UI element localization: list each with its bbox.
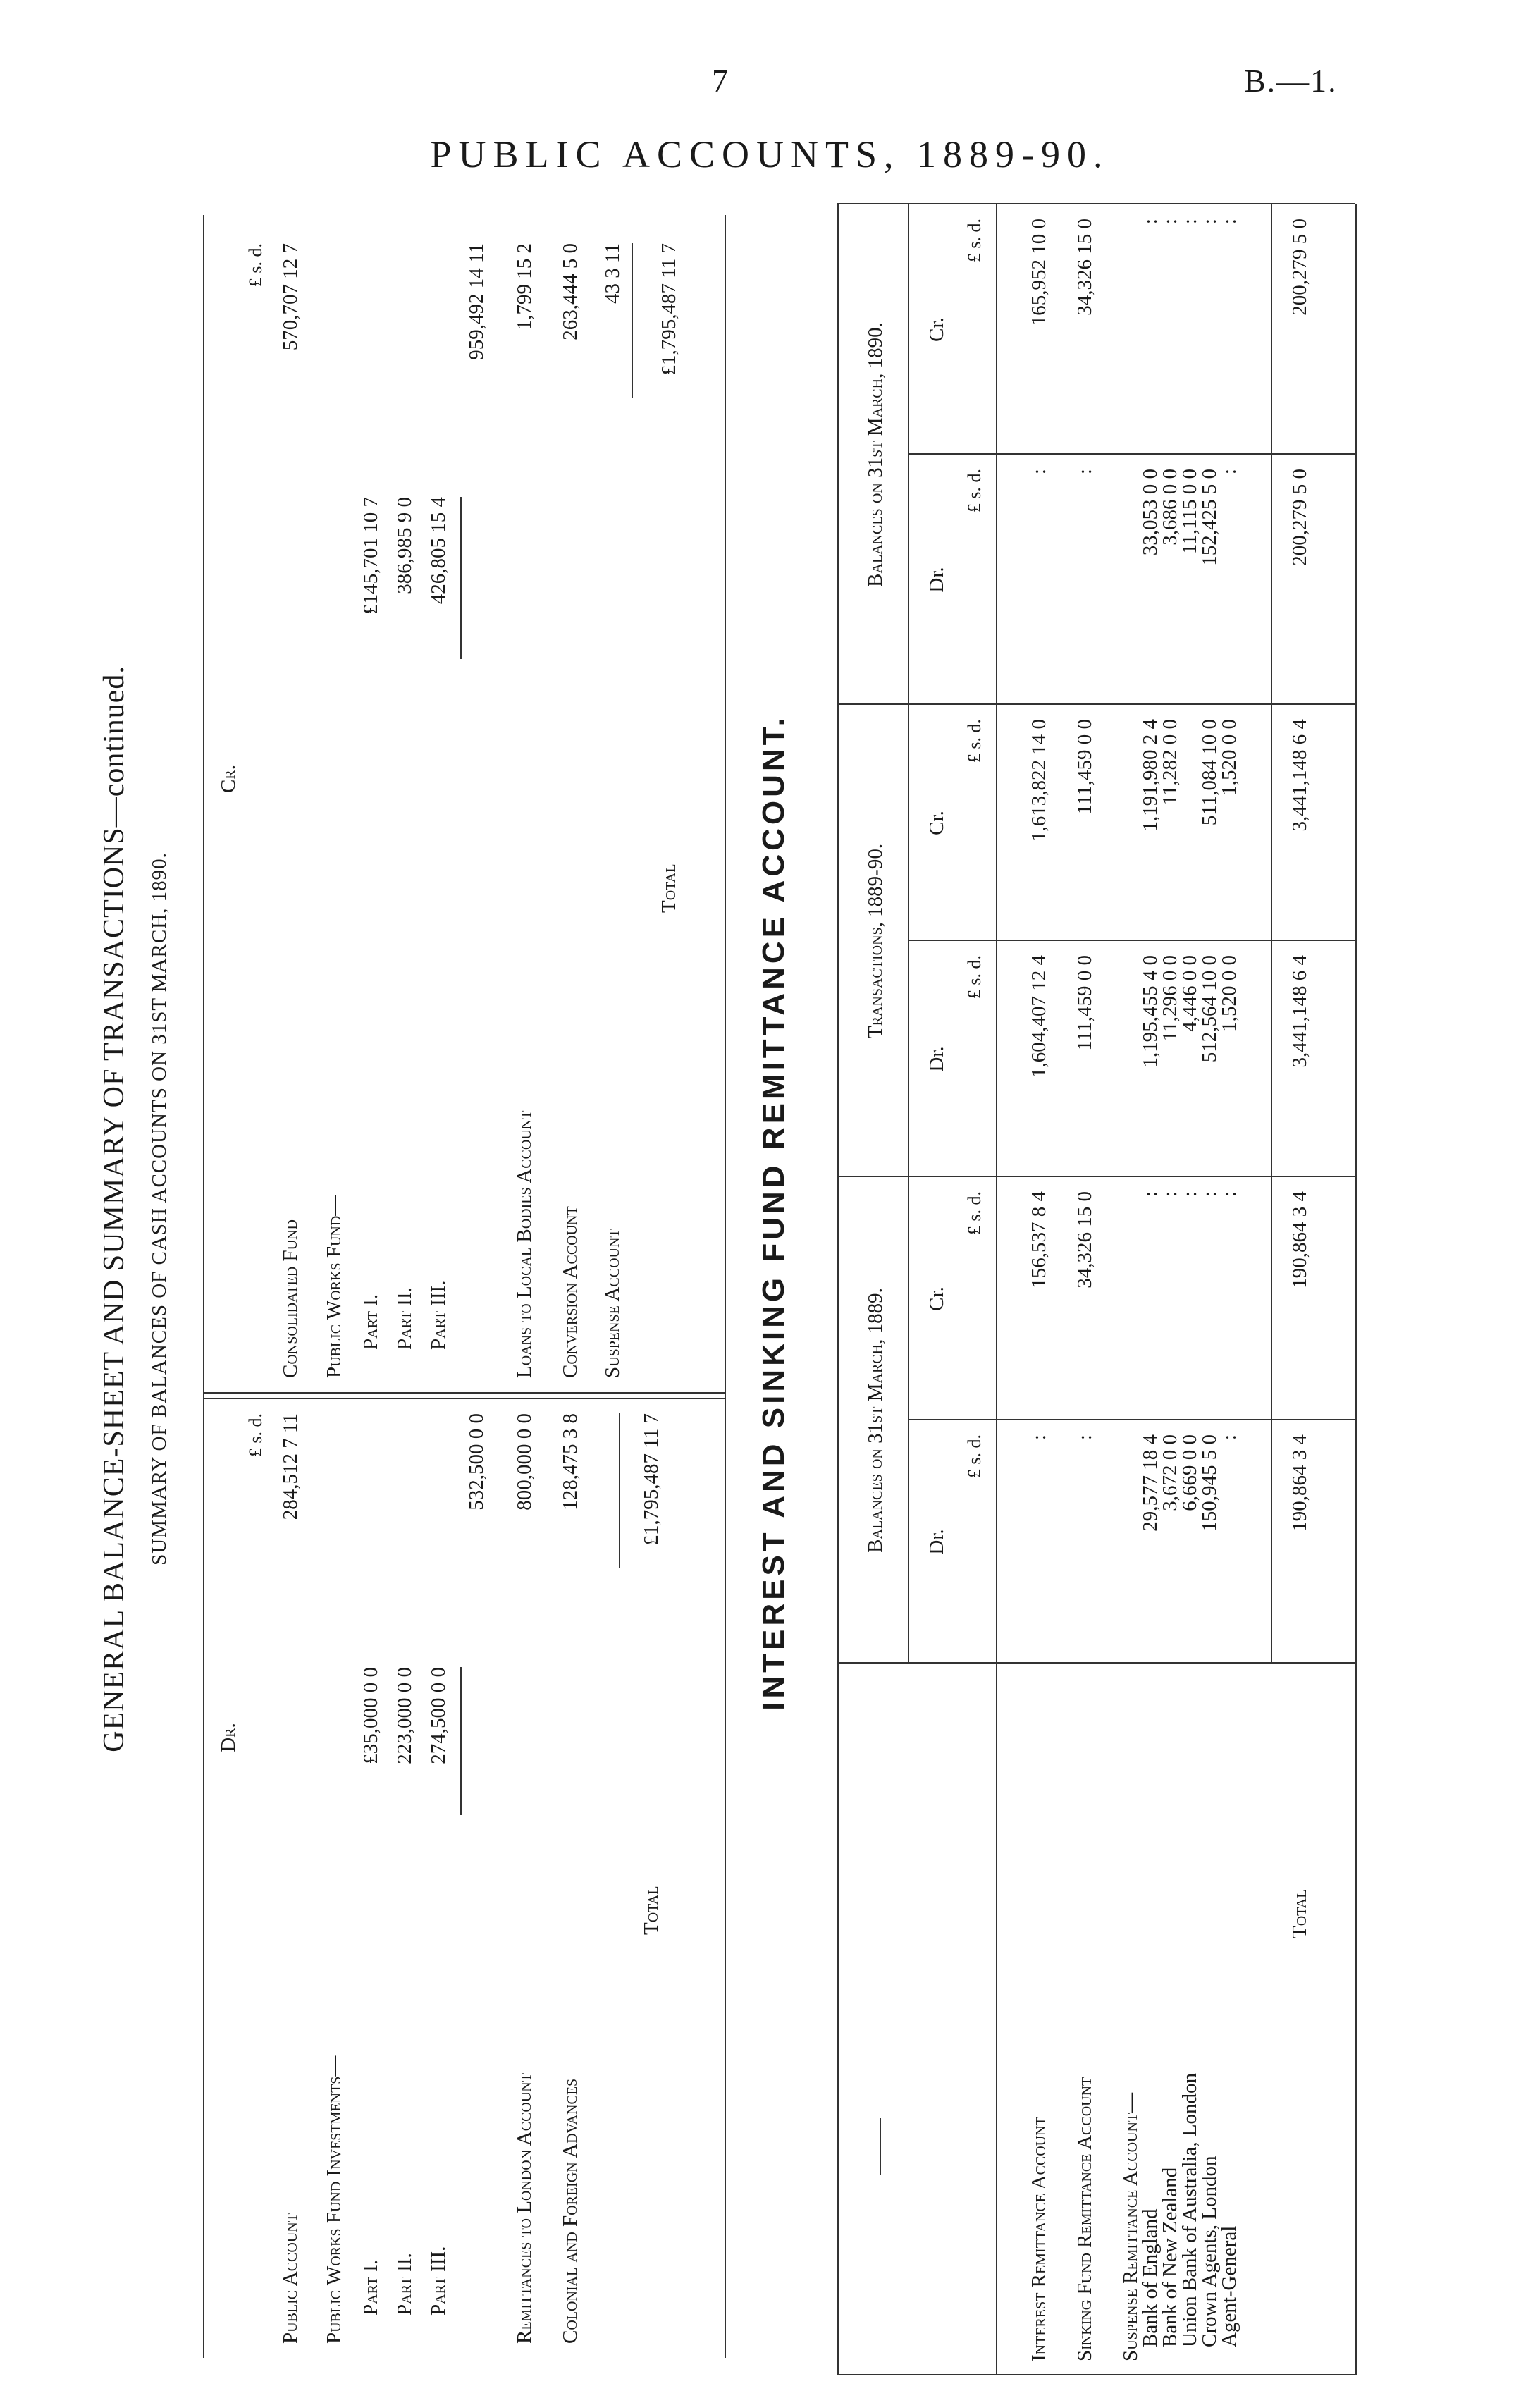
dr-label-part-1: Part I. — [359, 2259, 382, 2316]
cr-sub-part-3: 426,805 15 4 — [427, 497, 450, 605]
table-border-top — [837, 204, 839, 2375]
column-divider — [908, 940, 1355, 941]
currency-header: £ s. d. — [964, 1191, 985, 1236]
dr-label-colonial-advances: Colonial and Foreign Advances — [559, 2078, 581, 2344]
cell-boe-cr-trans: 1,191,980 2 4 — [1139, 719, 1162, 832]
cr-label-part-2: Part II. — [393, 1287, 416, 1350]
column-divider — [908, 1419, 1355, 1420]
cell-bnz-cr-1889: : — [1159, 1191, 1181, 1198]
total-dr-1890: 200,279 5 0 — [1288, 469, 1311, 566]
dr-heading: Dr. — [925, 1046, 948, 1072]
cr-heading: Cr. — [925, 811, 948, 835]
cell-boe-dr-1889: 29,577 18 4 — [1139, 1434, 1162, 1532]
cr-label-consolidated-fund: Consolidated Fund — [279, 1219, 302, 1378]
cell-sinking-dr-1889: : — [1073, 1434, 1096, 1441]
cell-interest-dr-1889: : — [1028, 1434, 1050, 1441]
cell-ag-cr-1889: : — [1218, 1191, 1240, 1198]
cell-bnz-dr-1890: 3,686 0 0 — [1159, 469, 1181, 546]
dr-sub-part-1: £35,000 0 0 — [359, 1667, 382, 1764]
cell-uba-dr-1889: 6,669 0 0 — [1178, 1434, 1201, 1511]
cell-ag-cr-1890: : — [1218, 219, 1240, 225]
cell-sinking-cr-1889: 34,326 15 0 — [1073, 1191, 1096, 1289]
dr-sub-part-3: 274,500 0 0 — [427, 1667, 450, 1764]
balance-sheet-subheading: SUMMARY OF BALANCES OF CASH ACCOUNTS ON 31ST MARCH, 1890. — [148, 852, 171, 1566]
dr-total-rule — [619, 1413, 620, 1568]
cell-bnz-dr-trans: 11,296 0 0 — [1159, 955, 1181, 1042]
cell-ca-dr-1890: 152,425 5 0 — [1198, 469, 1221, 566]
cell-sinking-dr-trans: 111,459 0 0 — [1073, 955, 1096, 1051]
dr-total-remittances-london: 800,000 0 0 — [513, 1413, 536, 1511]
cell-interest-cr-1890: 165,952 10 0 — [1028, 219, 1050, 326]
table-divider — [203, 1398, 725, 1399]
group-header-1890: Balances on 31st March, 1890. — [864, 322, 887, 587]
cell-boe-cr-1889: : — [1139, 1191, 1162, 1198]
cell-bnz-cr-trans: 11,282 0 0 — [1159, 719, 1181, 806]
row-label-bank-of-new-zealand: Bank of New Zealand — [1159, 2167, 1181, 2347]
table-border-top — [203, 215, 204, 2358]
dr-total-colonial-advances: 128,475 3 8 — [559, 1413, 581, 1511]
group-header-1889: Balances on 31st March, 1889. — [864, 1288, 887, 1553]
cr-grand-total: £1,795,487 11 7 — [658, 243, 680, 376]
row-label-interest-remittance: Interest Remittance Account — [1028, 2117, 1050, 2361]
cr-label-suspense: Suspense Account — [601, 1229, 624, 1378]
column-divider — [837, 703, 1355, 705]
cr-heading: Cr. — [925, 317, 948, 342]
header-rule — [996, 204, 997, 2375]
row-label-agent-general: Agent-General — [1218, 2225, 1240, 2347]
cell-uba-dr-trans: 4,446 0 0 — [1178, 955, 1201, 1032]
currency-header: £ s. d. — [245, 1413, 266, 1458]
cr-label-pwf: Public Works Fund— — [323, 1195, 345, 1378]
table-border-bottom — [725, 215, 726, 2358]
cell-interest-cr-1889: 156,537 8 4 — [1028, 1191, 1050, 1289]
cell-sinking-cr-trans: 111,459 0 0 — [1073, 719, 1096, 815]
total-dr-1889: 190,864 3 4 — [1288, 1434, 1311, 1532]
total-label: Total — [1288, 1889, 1311, 1938]
document-code: B.—1. — [1244, 63, 1338, 99]
remittance-heading: INTEREST AND SINKING FUND REMITTANCE ACCOUNT. — [756, 714, 791, 1711]
cr-label-part-1: Part I. — [359, 1293, 382, 1350]
cell-ag-dr-trans: 1,520 0 0 — [1218, 955, 1240, 1032]
dr-label-public-account: Public Account — [279, 2213, 302, 2344]
cell-uba-dr-1890: 11,115 0 0 — [1178, 469, 1201, 555]
row-label-crown-agents: Crown Agents, London — [1198, 2156, 1221, 2347]
cr-total-label: Total — [658, 863, 680, 913]
total-dr-trans: 3,441,148 6 4 — [1288, 955, 1311, 1068]
total-rule — [1271, 204, 1272, 1664]
column-divider — [908, 453, 1355, 455]
cell-ag-dr-1890: : — [1218, 469, 1240, 475]
cell-boe-cr-1890: : — [1139, 219, 1162, 225]
dr-subtotal-rule — [460, 1667, 462, 1815]
dr-heading: Dr. — [217, 1723, 240, 1752]
cell-ca-dr-trans: 512,564 10 0 — [1198, 955, 1221, 1063]
table-divider — [203, 1392, 725, 1394]
table-border-right — [837, 203, 1355, 204]
cell-boe-dr-1890: 33,053 0 0 — [1139, 469, 1162, 556]
group-header-transactions: Transactions, 1889-90. — [864, 843, 887, 1039]
remittance-table — [756, 204, 1355, 2375]
cell-uba-cr-1889: : — [1178, 1191, 1201, 1198]
cr-sub-part-1: £145,701 10 7 — [359, 497, 382, 615]
dr-heading: Dr. — [925, 1529, 948, 1555]
cr-total-consolidated-fund: 570,707 12 7 — [279, 243, 302, 351]
cr-heading: Cr. — [217, 765, 240, 793]
page-title: PUBLIC ACCOUNTS, 1889-90. — [430, 133, 1110, 176]
currency-header: £ s. d. — [964, 719, 985, 763]
cr-label-conversion: Conversion Account — [559, 1206, 581, 1378]
balance-sheet-heading: GENERAL BALANCE-SHEET AND SUMMARY OF TRANSACTIONS—continued. — [98, 665, 130, 1752]
currency-header: £ s. d. — [245, 243, 266, 288]
currency-header: £ s. d. — [964, 469, 985, 513]
cell-ca-cr-1890: : — [1198, 219, 1221, 225]
cell-bnz-cr-1890: : — [1159, 219, 1181, 225]
column-divider — [837, 1662, 1355, 1664]
cell-boe-dr-trans: 1,195,455 4 0 — [1139, 955, 1162, 1068]
cell-interest-dr-trans: 1,604,407 12 4 — [1028, 955, 1050, 1078]
header-rule — [908, 204, 909, 1664]
row-label-sinking-fund: Sinking Fund Remittance Account — [1073, 2077, 1096, 2361]
dr-grand-total: £1,795,487 11 7 — [640, 1413, 663, 1546]
row-label-union-bank: Union Bank of Australia, London — [1178, 2072, 1201, 2347]
dr-total-pwf: 532,500 0 0 — [465, 1413, 488, 1511]
cr-total-local-bodies: 1,799 15 2 — [513, 243, 536, 331]
currency-header: £ s. d. — [964, 1434, 985, 1479]
cell-sinking-dr-1890: : — [1073, 469, 1096, 475]
balance-sheet-table — [98, 215, 725, 2358]
dr-label-part-3: Part III. — [427, 2246, 450, 2316]
cell-ca-dr-1889: 150,945 5 0 — [1198, 1434, 1221, 1532]
cr-label-part-3: Part III. — [427, 1280, 450, 1350]
cell-ag-cr-trans: 1,520 0 0 — [1218, 719, 1240, 796]
cr-total-rule — [632, 243, 633, 398]
total-cr-1890: 200,279 5 0 — [1288, 219, 1311, 316]
dr-label-pwf-investments: Public Works Fund Investments— — [323, 2055, 345, 2344]
currency-header: £ s. d. — [964, 219, 985, 263]
dr-sub-part-2: 223,000 0 0 — [393, 1667, 416, 1764]
cr-sub-part-2: 386,985 9 0 — [393, 497, 416, 594]
currency-header: £ s. d. — [964, 955, 985, 1000]
cr-total-suspense: 43 3 11 — [601, 243, 624, 304]
cr-label-local-bodies: Loans to Local Bodies Account — [513, 1110, 536, 1378]
dr-label-part-2: Part II. — [393, 2253, 416, 2316]
header-dash — [880, 2118, 881, 2175]
cell-ca-cr-1889: : — [1198, 1191, 1221, 1198]
cell-ag-dr-1889: : — [1218, 1434, 1240, 1441]
cell-uba-cr-1890: : — [1178, 219, 1201, 225]
column-divider — [837, 1176, 1355, 1177]
dr-label-remittances-london: Remittances to London Account — [513, 2073, 536, 2344]
row-label-bank-of-england: Bank of England — [1139, 2208, 1162, 2347]
dr-total-label: Total — [640, 1886, 663, 1935]
cell-interest-dr-1890: : — [1028, 469, 1050, 475]
dr-total-public-account: 284,512 7 11 — [279, 1413, 302, 1520]
row-label-suspense-remittance: Suspense Remittance Account— — [1119, 2092, 1142, 2361]
cr-total-conversion: 263,444 5 0 — [559, 243, 581, 340]
table-border-left — [837, 2374, 1355, 2375]
page-number: 7 — [712, 63, 728, 99]
cell-ca-cr-trans: 511,084 10 0 — [1198, 719, 1221, 826]
cell-sinking-cr-1890: 34,326 15 0 — [1073, 219, 1096, 316]
cr-subtotal-rule — [460, 497, 462, 659]
cell-bnz-dr-1889: 3,672 0 0 — [1159, 1434, 1181, 1511]
cell-interest-cr-trans: 1,613,822 14 0 — [1028, 719, 1050, 842]
dr-heading: Dr. — [925, 567, 948, 593]
table-border-bottom — [1355, 204, 1357, 2375]
cr-heading: Cr. — [925, 1286, 948, 1311]
total-cr-1889: 190,864 3 4 — [1288, 1191, 1311, 1289]
total-cr-trans: 3,441,148 6 4 — [1288, 719, 1311, 832]
cr-total-pwf: 959,492 14 11 — [465, 243, 488, 360]
